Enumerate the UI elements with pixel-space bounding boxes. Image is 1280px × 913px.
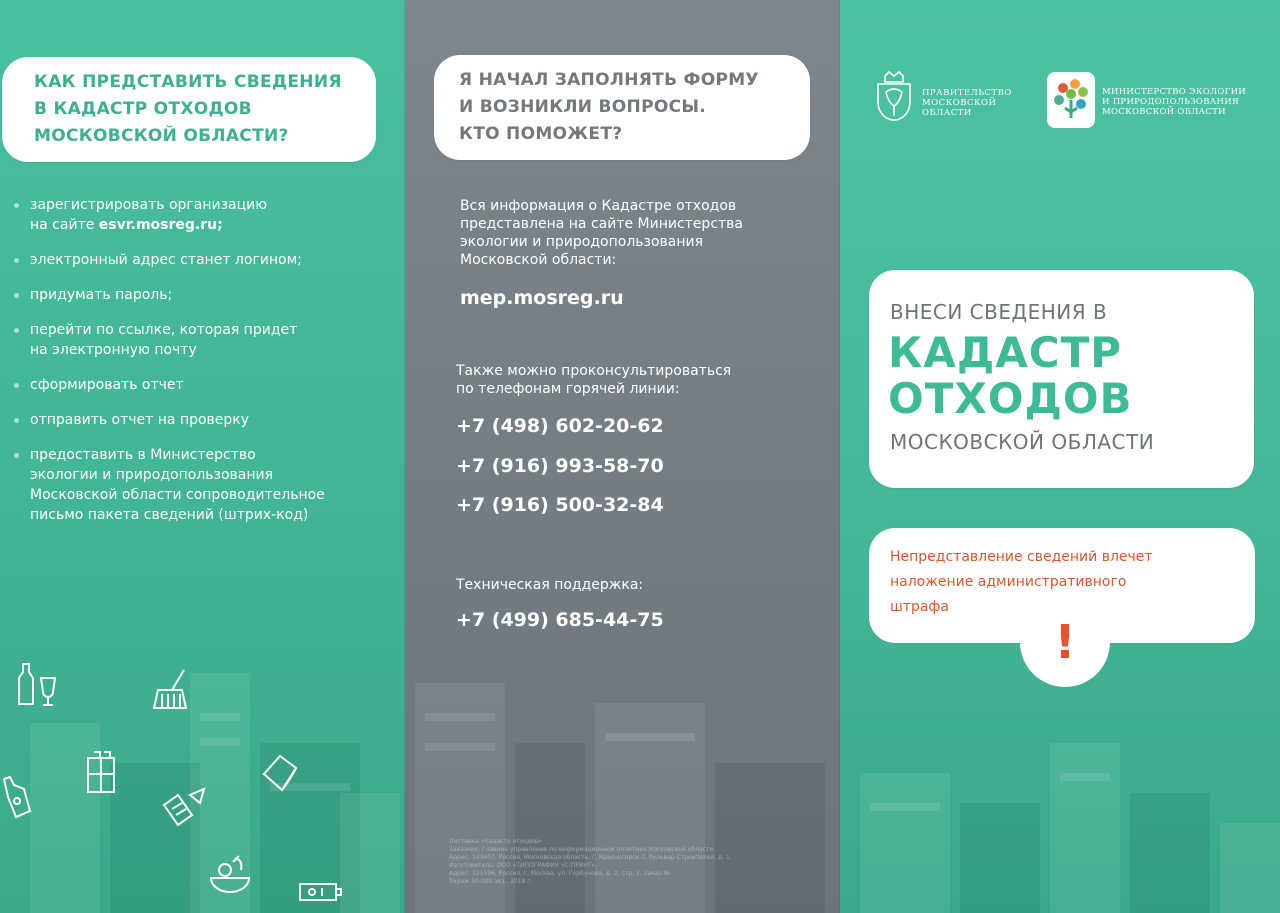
steps-list [14, 195, 390, 540]
city-skyline [840, 683, 1280, 913]
exclamation-mark: ! [1054, 615, 1076, 669]
step-register [14, 195, 390, 235]
middle-panel [405, 0, 840, 913]
food-waste-icon [205, 850, 255, 900]
step-text: отправить отчет на проверку [30, 412, 250, 428]
middle-heading [459, 67, 759, 148]
step-text: придумать пароль; [30, 287, 173, 303]
support-label: Техническая поддержка: [456, 577, 644, 593]
left-heading [34, 69, 342, 150]
bottle-icon [0, 775, 34, 821]
info-line: Московской области: [460, 252, 617, 268]
broom-icon [150, 668, 192, 714]
info-line: Вся информация о Кадастре отходов [460, 198, 737, 214]
middle-heading-line: КТО ПОМОЖЕТ? [459, 124, 623, 144]
hotline-phone[interactable]: +7 (916) 500-32-84 [456, 494, 664, 516]
warning-line: наложение административного [890, 574, 1127, 590]
warning-line: штрафа [890, 599, 949, 615]
info-text [460, 197, 743, 269]
ministry-logo-line: И ПРИРОДОПОЛЬЗОВАНИЯ [1102, 97, 1240, 107]
left-heading-bubble [2, 57, 376, 162]
right-panel [840, 0, 1280, 913]
step-login [14, 250, 390, 270]
step-password [14, 285, 390, 305]
step-text: письмо пакета сведений (штрих-код) [30, 507, 309, 523]
title-main: ОТХОДОВ [888, 374, 1133, 423]
imprint-line: Адрес: 143407, Россия, Московская область, г. Красногорск-7, бульвар Строителей, д. 1. [449, 854, 732, 861]
step-text: сформировать отчет [30, 377, 184, 393]
exclamation-icon [1020, 597, 1110, 687]
title-main: КАДАСТР [888, 328, 1123, 377]
step-cover-letter [14, 445, 390, 525]
cleaning-icon [160, 785, 208, 827]
hotline-phone[interactable]: +7 (916) 993-58-70 [456, 455, 664, 477]
imprint-line: Изготовитель: ООО «ТИПОГРАФИЯ «С-ПРИНТ». [449, 862, 598, 869]
imprint-line: Заказчик: Главное управление по информационной политике Московской области. [449, 846, 716, 853]
left-panel [0, 0, 405, 913]
ministry-logo-line: МОСКОВСКОЙ ОБЛАСТИ [1102, 107, 1226, 117]
step-text: экологии и природопользования [30, 467, 274, 483]
left-heading-line: КАК ПРЕДСТАВИТЬ СВЕДЕНИЯ [34, 72, 342, 92]
step-text: зарегистрировать организацию [30, 197, 268, 213]
gov-logo-text [922, 88, 1012, 118]
imprint-line: Тираж 50 000 экз., 2018 г. [449, 878, 533, 885]
step-text: предоставить в Министерство [30, 447, 256, 463]
paper-icon [258, 750, 302, 794]
imprint-line: Адрес: 121596, Россия, г. Москва, ул. Горбунова, д. 2, стр. 3. Заказ № [449, 870, 670, 877]
step-text [30, 215, 390, 235]
gov-logo-line: ОБЛАСТИ [922, 108, 972, 118]
step-text: Московской области сопроводительное [30, 487, 325, 503]
imprint-line: Листовка «Кадастр отходов» [449, 838, 542, 845]
battery-icon [298, 880, 344, 904]
bottles-icon [15, 660, 60, 710]
info-line: экологии и природопользования [460, 234, 704, 250]
middle-heading-bubble [434, 55, 810, 160]
moscow-region-coat-of-arms-icon [873, 70, 915, 126]
city-skyline [0, 643, 405, 913]
middle-heading-line: И ВОЗНИКЛИ ВОПРОСЫ. [459, 97, 707, 117]
support-phone[interactable]: +7 (499) 685-44-75 [456, 609, 664, 631]
title-top: ВНЕСИ СВЕДЕНИЯ В [890, 300, 1108, 324]
left-heading-line: В КАДАСТР ОТХОДОВ [34, 99, 252, 119]
consult-line: по телефонам горячей линии: [456, 381, 680, 397]
step-submit-report [14, 410, 390, 430]
left-heading-line: МОСКОВСКОЙ ОБЛАСТИ? [34, 126, 289, 146]
ministry-logo-text [1102, 87, 1246, 117]
canister-icon [80, 748, 122, 794]
gov-logo-line: МОСКОВСКОЙ [922, 98, 997, 108]
step-confirm-email [14, 320, 390, 360]
registration-site-link[interactable]: esvr.mosreg.ru; [98, 217, 223, 233]
title-bottom: МОСКОВСКОЙ ОБЛАСТИ [890, 430, 1155, 454]
consult-line: Также можно проконсультироваться [456, 363, 732, 379]
step-text: электронный адрес станет логином; [30, 252, 302, 268]
imprint [449, 838, 829, 886]
gov-logo-line: ПРАВИТЕЛЬСТВО [922, 88, 1012, 98]
ministry-logo-icon [1047, 72, 1095, 128]
middle-heading-line: Я НАЧАЛ ЗАПОЛНЯТЬ ФОРМУ [459, 70, 759, 90]
consult-text [456, 362, 731, 398]
step-text-prefix: на сайте [30, 217, 99, 233]
step-text: перейти по ссылке, которая придет [30, 322, 298, 338]
title-card [869, 270, 1254, 488]
info-line: представлена на сайте Министерства [460, 216, 744, 232]
ministry-logo-line: МИНИСТЕРСТВО ЭКОЛОГИИ [1102, 87, 1246, 97]
ministry-website-link[interactable]: mep.mosreg.ru [460, 287, 624, 309]
step-text: на электронную почту [30, 342, 197, 358]
warning-line: Непредставление сведений влечет [890, 549, 1153, 565]
hotline-phone[interactable]: +7 (498) 602-20-62 [456, 415, 664, 437]
step-form-report [14, 375, 390, 395]
